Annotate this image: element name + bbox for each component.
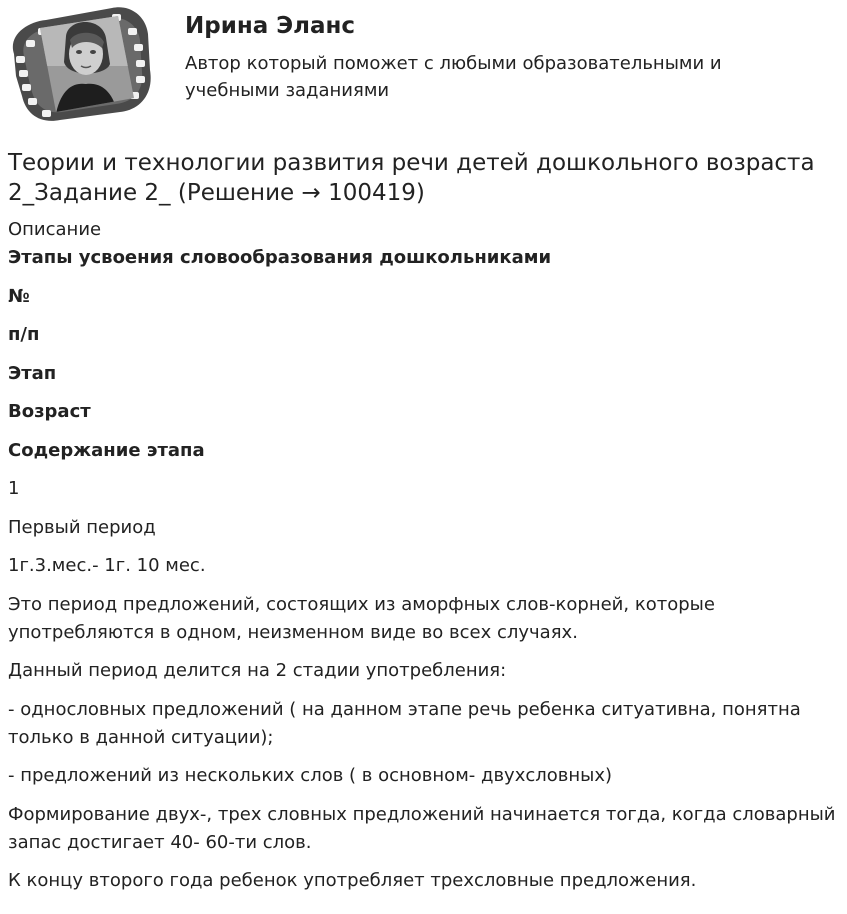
author-avatar[interactable]	[6, 6, 152, 126]
paragraph: К концу второго года ребенок употребляет трехсловные предложения.	[8, 870, 697, 891]
table-header-age: Возраст	[8, 401, 91, 422]
document-body	[8, 216, 838, 906]
paragraph: Формирование двух-, трех словных предложений начинается тогда, когда словарный запас достигает 40- 60-ти слов.	[8, 803, 836, 853]
paragraph: Данный период делится на 2 стадии употребления:	[8, 660, 507, 681]
table-header-content: Содержание этапа	[8, 439, 205, 461]
section-heading: Этапы усвоения словообразования дошкольниками	[8, 247, 552, 268]
table-header-number-pp: п/п	[8, 324, 40, 345]
paragraph: - предложений из нескольких слов ( в основном- двухсловных)	[8, 765, 613, 786]
row-age: 1г.3.мес.- 1г. 10 мес.	[8, 555, 206, 576]
paragraph: - однословных предложений ( на данном этапе речь ребенка ситуативна, понятна только в данной ситуации);	[8, 698, 801, 748]
author-description: Автор который поможет с любыми образовательными и учебными заданиями	[185, 53, 722, 101]
author-header	[0, 0, 847, 130]
description-label: Описание	[8, 219, 102, 240]
paragraph: Это период предложений, состоящих из аморфных слов-корней, которые употребляются в одном, неизменном виде во всех случаях.	[8, 593, 715, 643]
page-title: Теории и технологии развития речи детей дошкольного возраста 2_Задание 2_ (Решение → 100419)	[8, 150, 815, 206]
row-stage: Первый период	[8, 516, 156, 538]
table-header-number: №	[8, 285, 30, 307]
row-number: 1	[8, 478, 20, 499]
table-header-stage: Этап	[8, 362, 57, 384]
author-name[interactable]: Ирина Эланс	[185, 13, 356, 39]
